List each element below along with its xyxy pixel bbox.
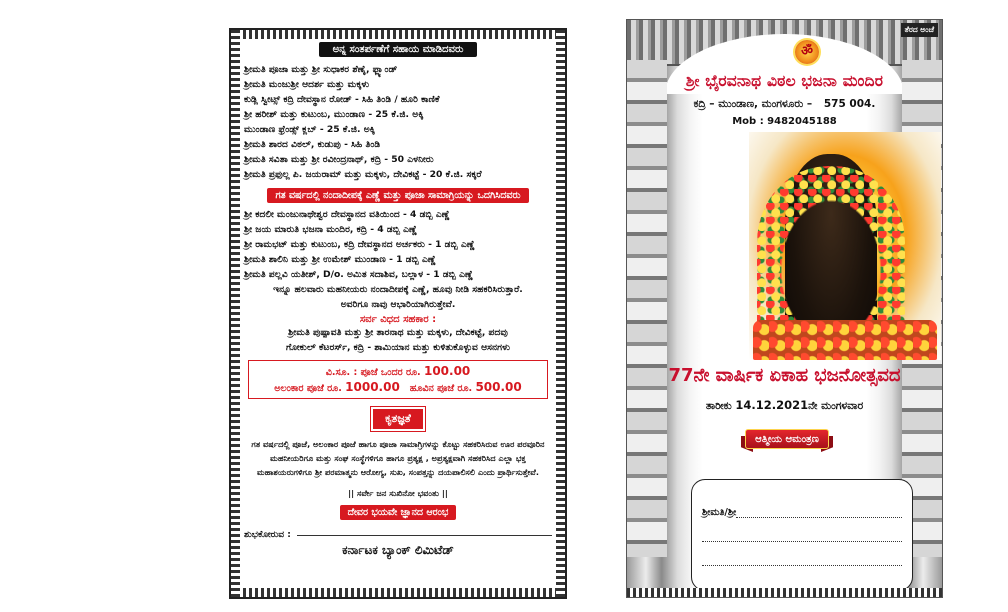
list-item: ಶ್ರೀಮತಿ ಪ್ರಫುಲ್ಲ ಪಿ. ಜಯರಾಮ್ ಮತ್ತು ಮಕ್ಕಳು, ದೇವಿಕಟ್ಟೆ - 20 ಕೆ.ಜಿ. ಸಕ್ಕರೆ [244, 169, 482, 180]
mobile-number: Mob : 9482045188 [732, 116, 837, 127]
dotted-line [702, 530, 902, 542]
list-item: ಶ್ರೀಮತಿ ಶಾಲಿನಿ ಮತ್ತು ಶ್ರೀ ಉಮೇಶ್ ಮುಂಡಾಣ - 1 ಡಬ್ಬಿ ಎಣ್ಣೆ [244, 254, 436, 265]
oil-note: ಇನ್ನೂ ಹಲವಾರು ಮಹನೀಯರು ನಂದಾದೀಪಕ್ಕೆ ಎಣ್ಣೆ, ಹೂವು ನೀಡಿ ಸಹಕರಿಸಿರುತ್ತಾರೆ. [273, 284, 523, 295]
invitation-label: ಆತ್ಮೀಯ ಆಮಂತ್ರಣ [745, 429, 829, 449]
post-tag: ತೆರದ ಅಂಚೆ [901, 23, 938, 37]
event-date [627, 398, 942, 413]
recipient-label: ಶ್ರೀಮತಿ/ಶ್ರೀ [702, 507, 737, 518]
oil-donor-list [244, 207, 552, 282]
list-item: ಶ್ರೀ ಕದಲೀ ಮಂಜುನಾಥೇಶ್ವರ ದೇವಸ್ಥಾನದ ವತಿಯಿಂದ - 4 ಡಬ್ಬಿ ಎಣ್ಣೆ [244, 209, 450, 220]
recipient-address-box [691, 479, 913, 591]
address-line [702, 566, 902, 590]
date-prefix: ತಾರೀಕು [705, 400, 732, 412]
address-line [702, 518, 902, 542]
address-line [702, 542, 902, 566]
flower-base [753, 320, 937, 360]
wishes-label: ಶುಭಕೋರುವ : [244, 530, 291, 540]
sponsor-name: ಕರ್ನಾಟಕ ಬ್ಯಾಂಕ್ ಲಿಮಿಟೆಡ್ [342, 543, 454, 557]
gratitude-paragraph: ಗತ ವರ್ಷದಲ್ಲಿ ಪೂಜೆ, ಅಲಂಕಾರ ಪೂಜೆ ಹಾಗೂ ಪೂಜಾ ಸಾಮಾಗ್ರಿಗಳನ್ನು ಕೊಟ್ಟು ಸಹಕರಿಸಿರುವ ಊರ ಪರವೂರಿನ ಮಹನೀಯರಿಗೂ ಮತ್ತು ಸಂಘ ಸಂಸ್ಥೆಗಳಿಗೂ ಹಾಗೂ ಪ್ರತ್ಯಕ್ಷ , ಅಪ್ರತ್ಯಕ್ಷವಾಗಿ ಸಹಕರಿಸಿದ ಎಲ್ಲಾ ಭಕ್ತ ಮಹಾಶಯರುಗಳಿಗೂ ಶ್ರೀ ಪರಮಾತ್ಮನು ಆರೋಗ್ಯ, ಸುಖ, ಸಂಪತ್ತನ್ನು ದಯಪಾಲಿಸಲಿ ಎಂದು ಪ್ರಾರ್ಥಿಸುತ್ತೇವೆ. [251, 439, 545, 477]
list-item: ಶ್ರೀಮತಿ ಶಾರದ ವಿಠಲ್, ಕುಡುಪು - ಸಿಹಿ ತಿಂಡಿ [244, 139, 381, 150]
border-left [231, 30, 240, 597]
border-bottom [231, 588, 565, 597]
pooja-price-box [248, 360, 548, 399]
price-label: ಅಲಂಕಾರ ಪೂಜೆ ರೂ. [274, 383, 342, 394]
temple-address [627, 98, 942, 111]
list-item: ಶ್ರೀಮತಿ ಪೂಜಾ ಮತ್ತು ಶ್ರೀ ಸುಧಾಕರ ಶೆಣೈ, ಫ್ಲ್ಯಾಂಡ್ [244, 64, 398, 75]
divider [297, 535, 552, 536]
list-item: ಶ್ರೀ ಹರೀಶ್ ಮತ್ತು ಕುಟುಂಬ, ಮುಂಡಾಣ - 25 ಕೆ.ಜಿ. ಅಕ್ಕಿ [244, 109, 424, 120]
oil-donors-banner: ಗತ ವರ್ಷದಲ್ಲಿ ನಂದಾದೀಪಕ್ಕೆ ಎಣ್ಣೆ ಮತ್ತು ಪೂಜಾ ಸಾಮಾಗ್ರಿಯನ್ನು ಒದಗಿಸಿದವರು [267, 188, 528, 203]
donor-page [229, 28, 567, 599]
oil-note-2: ಅವರಿಗೂ ನಾವು ಆಭಾರಿಯಾಗಿರುತ್ತೇವೆ. [340, 299, 456, 310]
dotted-line [702, 554, 902, 566]
event-title: 77ನೇ ವಾರ್ಷಿಕ ಏಕಾಹ ಭಜನೋತ್ಸವದ [668, 365, 901, 386]
date-value: 14.12.2021 [735, 398, 809, 412]
temple-name: ಶ್ರೀ ಭೈರವನಾಥ ವಿಠಲ ಭಜನಾ ಮಂದಿರ [685, 72, 884, 90]
list-item: ಕುಡ್ಲಿ ಸ್ವೀಟ್ಸ್ ಕದ್ರಿ ದೇವಸ್ಥಾನ ರೋಡ್ - ಸಿಹಿ ತಿಂಡಿ / ಹೂರಿ ಕಾಣಿಕೆ [244, 94, 440, 105]
support-line: ಶ್ರೀಮತಿ ಪುಷ್ಪಾವತಿ ಮತ್ತು ಶ್ರೀ ತಾರನಾಥ ಮತ್ತು ಮಕ್ಕಳು, ದೇವಿಕಟ್ಟೆ, ಪದವು [288, 327, 508, 338]
price-label: ವಿ.ಸೂ. : ಪೂಜೆ ಒಂದರ ರೂ. [325, 367, 421, 378]
border-right [556, 30, 565, 597]
invitation-cover [626, 19, 943, 598]
list-item: ಶ್ರೀಮತಿ ಮಂಜುಶ್ರೀ ಆದರ್ಶ ಮತ್ತು ಮಕ್ಕಳು [244, 79, 370, 90]
pin-code: 575 004. [823, 98, 876, 110]
gratitude-title: ಕೃತಜ್ಞತೆ [371, 407, 425, 431]
price-value: 1000.00 [345, 380, 400, 394]
motto: || ಸರ್ವೇ ಜನ ಸುಖಿನೋ ಭವಂತು || [348, 488, 448, 498]
deity-image [749, 132, 941, 360]
address-text: ಕದ್ರಿ – ಮುಂಡಾಣ, ಮಂಗಳೂರು – [693, 98, 813, 110]
price-label: ಹೂವಿನ ಪೂಜೆ ರೂ. [409, 383, 473, 394]
list-item: ಶ್ರೀ ಜಯ ಮಾರುತಿ ಭಜನಾ ಮಂದಿರ, ಕದ್ರಿ - 4 ಡಬ್ಬಿ ಎಣ್ಣೆ [244, 224, 418, 235]
invitation-ribbon [741, 424, 833, 454]
date-suffix: ನೇ ಮಂಗಳವಾರ [808, 400, 864, 412]
food-donor-list [244, 62, 552, 182]
support-line: ಗೋಕುಲ್ ಕೆಟರರ್ಸ್, ಕದ್ರಿ - ಶಾಮಿಯಾನ ಮತ್ತು ಕುಳಿತುಕೊಳ್ಳುವ ಆಸನಗಳು [285, 342, 511, 353]
list-item: ಶ್ರೀಮತಿ ಸವಿತಾ ಮತ್ತು ಶ್ರೀ ರವೀಂದ್ರನಾಥ್, ಕದ್ರಿ - 50 ಎಳನೀರು [244, 154, 434, 165]
price-value: 500.00 [475, 380, 522, 394]
support-title: ಸರ್ವ ವಿಧದ ಸಹಕಾರ : [359, 314, 437, 325]
price-value: 100.00 [423, 364, 471, 378]
list-item: ಮುಂಡಾಣ ಫ್ರೆಂಡ್ಸ್ ಕ್ಲಬ್ - 25 ಕೆ.ಜಿ. ಅಕ್ಕಿ [244, 124, 375, 135]
dotted-line [736, 506, 902, 518]
wishes-row [244, 530, 552, 540]
pillar-left [627, 60, 667, 557]
border-bottom [627, 588, 942, 597]
footer-banner: ದೇವರ ಭಯವೇ ಜ್ಞಾನದ ಆರಂಭ [340, 505, 457, 520]
recipient-name-line [702, 494, 902, 518]
border-top [231, 30, 565, 39]
food-donors-banner: ಅನ್ನ ಸಂತರ್ಪಣೆಗೆ ಸಹಾಯ ಮಾಡಿದವರು [319, 42, 478, 57]
list-item: ಶ್ರೀಮತಿ ಪಲ್ಲವಿ ಯತೀಶ್, D/o. ಅಮಿತ ಸದಾಶಿವ, ಬಲ್ಲಾಳ - 1 ಡಬ್ಬಿ ಎಣ್ಣೆ [244, 269, 474, 280]
om-icon: ॐ [795, 40, 819, 64]
list-item: ಶ್ರೀ ರಾಮಭಟ್ ಮತ್ತು ಕುಟುಂಬ, ಕದ್ರಿ ದೇವಸ್ಥಾನದ ಅರ್ಚಕರು - 1 ಡಬ್ಬಿ ಎಣ್ಣೆ [244, 239, 475, 250]
